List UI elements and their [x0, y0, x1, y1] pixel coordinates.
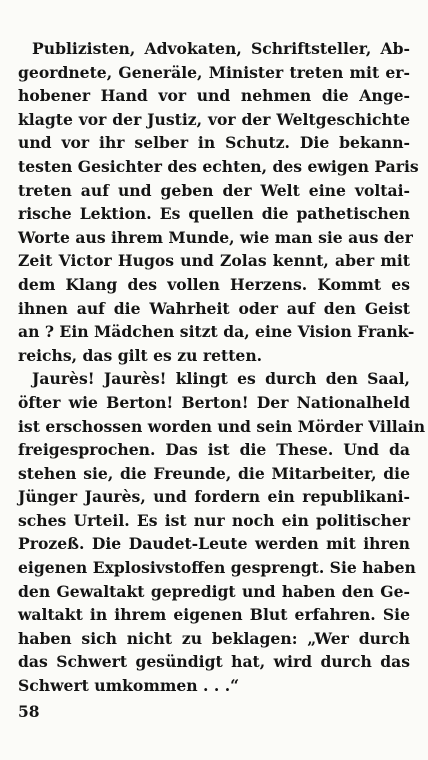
- text-line: das Schwert gesündigt hat, wird durch das: [18, 652, 410, 672]
- text-line: haben sich nicht zu beklagen: „Wer durch: [18, 628, 410, 648]
- text-line: Publizisten, Advokaten, Schriftsteller, Ab-: [32, 39, 410, 58]
- text-line: eigenen Explosivstoffen gesprengt. Sie haben: [18, 558, 416, 578]
- paragraph: [18, 367, 426, 697]
- text-line: Schwert umkommen . . .“: [18, 676, 240, 696]
- text-line: treten auf und geben der Welt eine voltai-: [18, 180, 410, 200]
- paragraph: [18, 37, 419, 367]
- text-line: öfter wie Berton! Berton! Der Nationalheld: [18, 392, 410, 412]
- text-line: klagte vor der Justiz, vor der Weltgeschichte: [18, 109, 410, 129]
- text-line: ihnen auf die Wahrheit oder auf den Geist: [18, 298, 410, 318]
- text-line: den Gewaltakt gepredigt und haben den Ge-: [18, 581, 410, 601]
- text-line: hobener Hand vor und nehmen die Ange-: [18, 86, 410, 106]
- text-line: Jünger Jaurès, und fordern ein republikani-: [18, 487, 410, 507]
- text-line: und vor ihr selber in Schutz. Die bekann-: [18, 133, 410, 153]
- text-line: Jaurès! Jaurès! klingt es durch den Saal,: [32, 369, 410, 389]
- text-line: dem Klang des vollen Herzens. Kommt es: [18, 274, 410, 294]
- text-line: waltakt in ihrem eigenen Blut erfahren. Sie: [18, 605, 410, 625]
- text-line: geordnete, Generäle, Minister treten mit er-: [18, 62, 410, 82]
- text-line: Worte aus ihrem Munde, wie man sie aus der: [18, 227, 413, 247]
- text-line: sches Urteil. Es ist nur noch ein politischer: [18, 510, 410, 530]
- text-line: freigesprochen. Das ist die These. Und da: [18, 440, 410, 460]
- body-text: [18, 37, 426, 698]
- text-line: an ? Ein Mädchen sitzt da, eine Vision Frank-: [18, 322, 415, 342]
- text-line: testen Gesichter des echten, des ewigen Paris: [18, 156, 419, 176]
- text-line: stehen sie, die Freunde, die Mitarbeiter, die: [18, 463, 410, 483]
- text-line: Prozeß. Die Daudet-Leute werden mit ihren: [18, 534, 410, 554]
- page-number: 58: [18, 702, 40, 721]
- text-line: ist erschossen worden und sein Mörder Villain: [18, 416, 426, 436]
- text-line: reichs, das gilt es zu retten.: [18, 345, 263, 365]
- text-line: Zeit Victor Hugos und Zolas kennt, aber mit: [18, 251, 410, 271]
- text-line: rische Lektion. Es quellen die pathetischen: [18, 204, 410, 224]
